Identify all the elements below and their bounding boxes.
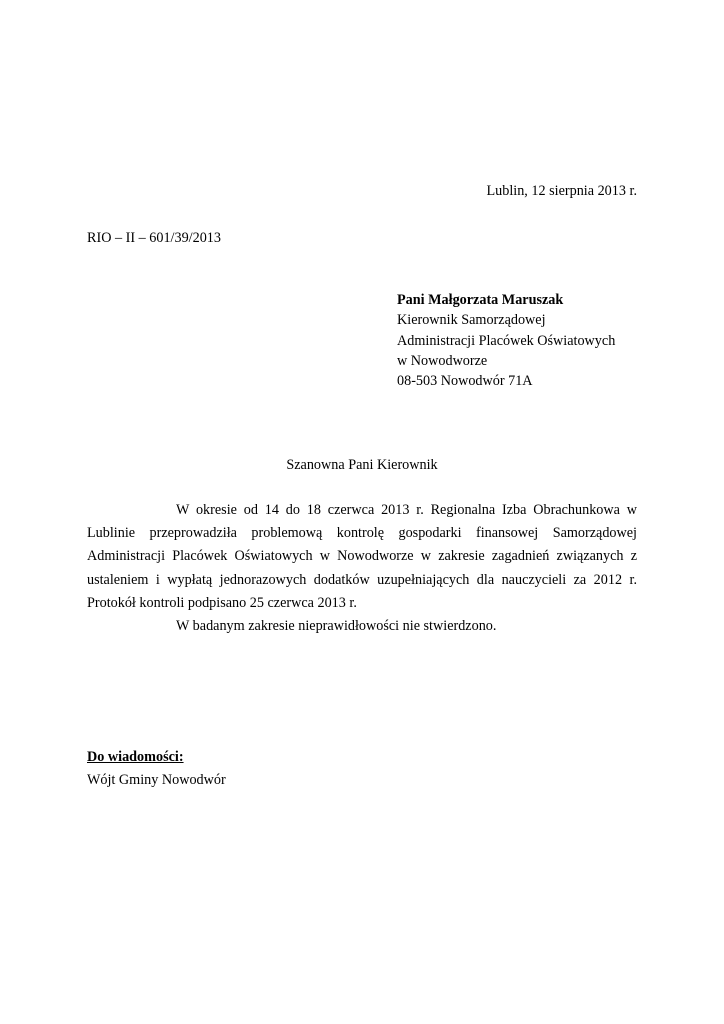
- recipient-institution: Administracji Placówek Oświatowych: [397, 332, 616, 349]
- recipient-name: Pani Małgorzata Maruszak: [397, 292, 564, 308]
- place-and-date: Lublin, 12 sierpnia 2013 r.: [486, 183, 637, 199]
- cc-label: Do wiadomości:: [87, 749, 184, 765]
- reference-number: RIO – II – 601/39/2013: [87, 230, 221, 246]
- salutation: Szanowna Pani Kierownik: [286, 457, 438, 473]
- recipient-location: w Nowodworze: [397, 352, 488, 369]
- letter-body: [87, 499, 637, 638]
- recipient-block: [397, 290, 615, 391]
- cc-recipient: Wójt Gminy Nowodwór: [87, 772, 226, 788]
- recipient-title: Kierownik Samorządowej: [397, 312, 546, 329]
- cc-block: [87, 746, 226, 792]
- body-paragraph: W badanym zakresie nieprawidłowości nie stwierdzono.: [176, 618, 497, 635]
- recipient-address: 08-503 Nowodwór 71A: [397, 373, 533, 390]
- body-paragraph: W okresie od 14 do 18 czerwca 2013 r. Regionalna Izba Obrachunkowa w Lublinie przeprowadziła problemową kontrolę gospodarki finansowej Samorządowej Administracji Placówek Oświatowych w Nowodworze w zakresie zagadnień związanych z ustaleniem i wypłatą jednorazowych dodatków uzupełniających dla nauczycieli za 2012 r. Protokół kontroli podpisano 25 czerwca 2013 r.: [87, 502, 637, 611]
